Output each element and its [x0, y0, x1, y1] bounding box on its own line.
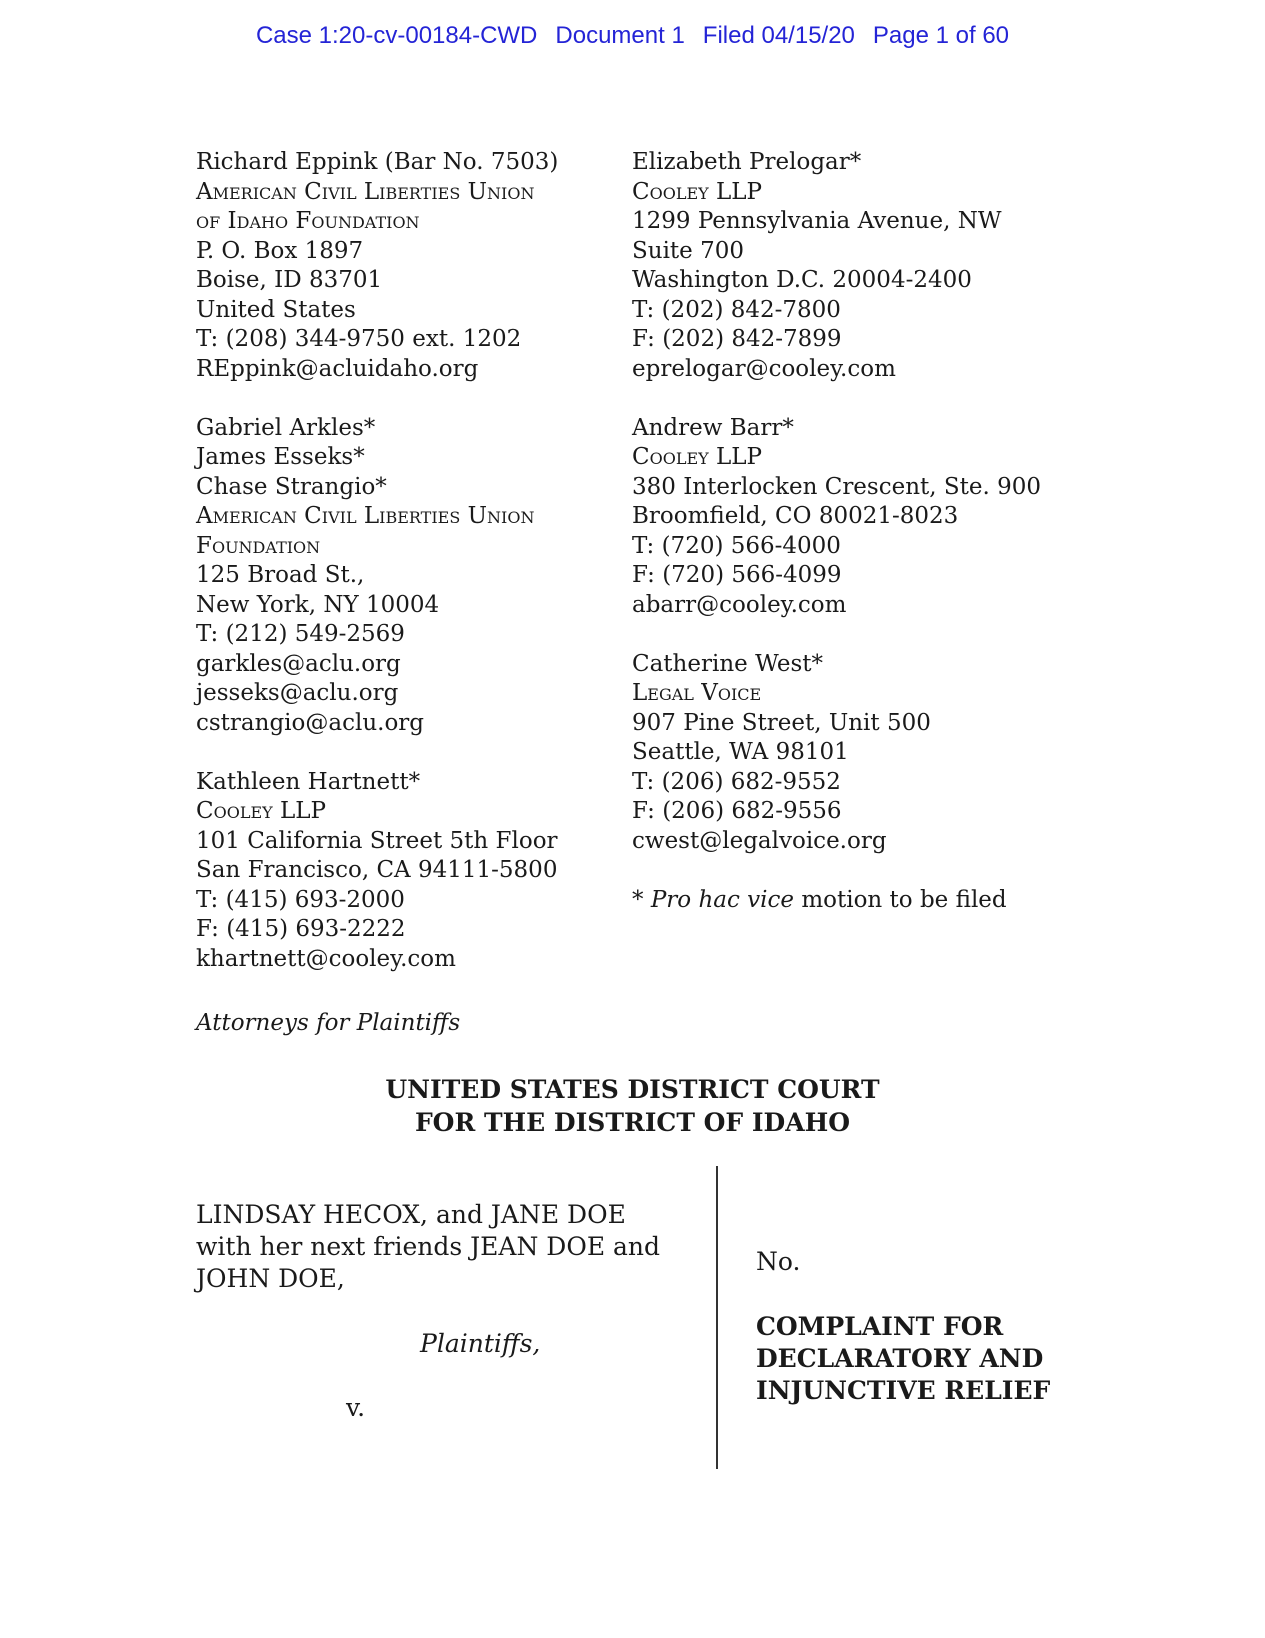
counsel-line: garkles@aclu.org [196, 650, 401, 677]
counsel-line: 907 Pine Street, Unit 500 [632, 709, 931, 736]
counsel-line: T: (212) 549-2569 [196, 621, 405, 647]
counsel-line: P. O. Box 1897 [196, 237, 364, 264]
counsel-line: New York, NY 10004 [196, 591, 440, 618]
counsel-line: 380 Interlocken Crescent, Ste. 900 [632, 473, 1042, 500]
counsel-block [196, 768, 616, 975]
firm-name: Cooley LLP [196, 798, 327, 824]
counsel-line: jesseks@aclu.org [196, 680, 399, 706]
counsel-line: F: (202) 842-7899 [632, 326, 842, 352]
firm-name: Foundation [196, 532, 321, 559]
counsel-line: Broomfield, CO 80021-8023 [632, 503, 959, 529]
note-suffix: motion to be filed [794, 886, 1007, 913]
firm-name: American Civil Liberties Union [196, 503, 535, 529]
counsel-line: 125 Broad St., [196, 562, 365, 588]
plaintiffs-label: Plaintiffs, [420, 1329, 541, 1358]
firm-name: American Civil Liberties Union [196, 178, 535, 205]
counsel-line: San Francisco, CA 94111-5800 [196, 857, 558, 883]
versus-label: v. [346, 1393, 366, 1422]
complaint-title-line: DECLARATORY AND [756, 1344, 1044, 1373]
counsel-line: United States [196, 296, 356, 323]
caption-divider [716, 1166, 718, 1469]
counsel-line: Richard Eppink (Bar No. 7503) [196, 149, 559, 175]
firm-name: of Idaho Foundation [196, 208, 420, 234]
counsel-line: cstrangio@aclu.org [196, 709, 425, 736]
party-line: with her next friends JEAN DOE and [196, 1232, 661, 1261]
counsel-line: Catherine West* [632, 650, 823, 677]
document-number: Document 1 [555, 22, 685, 49]
counsel-line: Suite 700 [632, 237, 744, 264]
counsel-line: 1299 Pennsylvania Avenue, NW [632, 208, 1002, 234]
party-line: JOHN DOE, [196, 1264, 345, 1293]
court-name [0, 1073, 1265, 1139]
complaint-title-line: COMPLAINT FOR [756, 1312, 1004, 1341]
counsel-line: T: (720) 566-4000 [632, 532, 841, 559]
counsel-block [196, 414, 616, 739]
complaint-title [756, 1311, 1236, 1407]
firm-name: Cooley LLP [632, 178, 763, 205]
counsel-block [196, 148, 616, 384]
counsel-line: REppink@acluidaho.org [196, 355, 479, 382]
filed-date: Filed 04/15/20 [702, 22, 855, 49]
counsel-line: 101 California Street 5th Floor [196, 827, 558, 854]
counsel-line: T: (208) 344-9750 ext. 1202 [196, 326, 522, 352]
counsel-line: khartnett@cooley.com [196, 945, 456, 972]
case-header [0, 22, 1265, 50]
counsel-line: Boise, ID 83701 [196, 267, 383, 293]
firm-name: Legal Voice [632, 680, 762, 706]
note-prefix: * [632, 886, 651, 913]
party-line: LINDSAY HECOX, and JANE DOE [196, 1200, 626, 1229]
pro-hac-vice-term: Pro hac vice [650, 886, 795, 913]
counsel-line: Gabriel Arkles* [196, 414, 376, 441]
counsel-line: T: (202) 842-7800 [632, 296, 841, 323]
counsel-line: James Esseks* [196, 444, 365, 470]
counsel-line: Kathleen Hartnett* [196, 768, 421, 795]
counsel-line: cwest@legalvoice.org [632, 827, 887, 854]
counsel-line: T: (415) 693-2000 [196, 886, 405, 913]
counsel-line: Seattle, WA 98101 [632, 739, 849, 765]
court-name-line: UNITED STATES DISTRICT COURT [385, 1075, 880, 1104]
counsel-line: Chase Strangio* [196, 473, 387, 500]
attorneys-for-label: Attorneys for Plaintiffs [196, 1010, 461, 1036]
counsel-line: F: (415) 693-2222 [196, 916, 406, 942]
complaint-title-line: INJUNCTIVE RELIEF [756, 1376, 1051, 1405]
counsel-line: Elizabeth Prelogar* [632, 149, 862, 175]
counsel-line: abarr@cooley.com [632, 591, 847, 618]
right-counsel-column [632, 148, 1092, 915]
counsel-line: T: (206) 682-9552 [632, 768, 841, 795]
counsel-line: eprelogar@cooley.com [632, 355, 896, 382]
counsel-line: Andrew Barr* [632, 414, 794, 441]
pro-hac-vice-note [632, 886, 1092, 916]
page-indicator: Page 1 of 60 [872, 22, 1010, 49]
counsel-block [632, 650, 1092, 857]
counsel-line: F: (720) 566-4099 [632, 562, 842, 588]
court-district-line: FOR THE DISTRICT OF IDAHO [414, 1108, 851, 1137]
counsel-block [632, 148, 1092, 384]
party-names [196, 1199, 696, 1295]
case-number: Case 1:20-cv-00184-CWD [255, 22, 538, 49]
counsel-block [632, 414, 1092, 621]
firm-name: Cooley LLP [632, 444, 763, 470]
left-counsel-column [196, 148, 616, 1004]
counsel-line: F: (206) 682-9556 [632, 798, 842, 824]
case-no-label: No. [756, 1247, 801, 1276]
counsel-line: Washington D.C. 20004-2400 [632, 267, 972, 293]
